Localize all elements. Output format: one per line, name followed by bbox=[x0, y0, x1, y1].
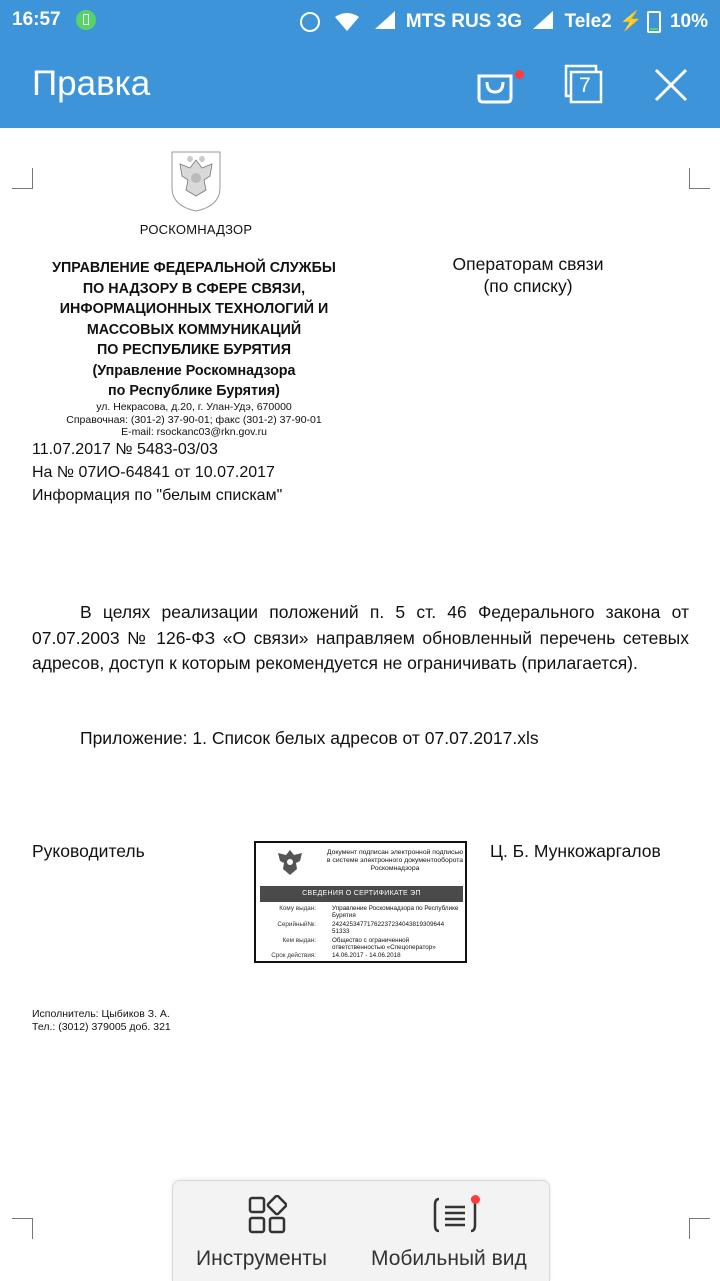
battery-icon bbox=[647, 11, 661, 33]
address-line: E-mail: rsockanc03@rkn.gov.ru bbox=[121, 426, 267, 438]
stamp-value: Управление Роскомнадзора по Республике Бурятия bbox=[332, 905, 459, 920]
executor-line: Исполнитель: Цыбиков З. А. bbox=[32, 1008, 170, 1020]
pages-count: 7 bbox=[579, 74, 591, 97]
alarm-icon bbox=[300, 12, 320, 32]
document-meta bbox=[32, 438, 282, 507]
org-line: (Управление Роскомнадзора bbox=[92, 362, 296, 379]
signer-role: Руководитель bbox=[32, 841, 145, 861]
stamp-value: 24242534771762237234043819309644 51333 bbox=[332, 921, 445, 936]
coat-of-arms-icon bbox=[274, 847, 306, 879]
close-button[interactable] bbox=[648, 62, 694, 108]
mobile-view-button[interactable] bbox=[361, 1181, 549, 1281]
address-block bbox=[40, 401, 348, 439]
org-line: МАССОВЫХ КОММУНИКАЦИЙ bbox=[86, 321, 302, 338]
org-line: ПО НАДЗОРУ В СФЕРЕ СВЯЗИ, bbox=[82, 280, 306, 297]
charging-icon: ⚡ bbox=[619, 11, 643, 32]
carrier-1: MTS RUS 3G bbox=[405, 11, 522, 32]
app-bar bbox=[0, 40, 720, 128]
body-paragraph bbox=[32, 600, 689, 677]
executor-line: Тел.: (3012) 379005 доб. 321 bbox=[32, 1021, 171, 1033]
stamp-key: Серийный№: bbox=[277, 921, 316, 928]
status-right bbox=[294, 9, 708, 33]
stamp-key: Кем выдан: bbox=[282, 937, 316, 944]
tools-grid-icon bbox=[247, 1195, 287, 1235]
organization-block bbox=[40, 258, 348, 402]
document-page[interactable] bbox=[0, 128, 720, 1280]
stamp-key: Срок действия: bbox=[271, 952, 316, 959]
bottom-toolbar bbox=[172, 1180, 550, 1281]
status-bar bbox=[0, 0, 720, 40]
tools-button[interactable] bbox=[173, 1181, 361, 1281]
org-line: ИНФОРМАЦИОННЫХ ТЕХНОЛОГИЙ И bbox=[59, 301, 329, 317]
pages-button[interactable] bbox=[560, 62, 606, 108]
shopping-bag-icon bbox=[474, 62, 520, 108]
stamp-header: Документ подписан электронной подписью в системе электронного документооборота Роскомнадзора bbox=[326, 849, 464, 872]
e-signature-stamp bbox=[254, 841, 467, 963]
clock: 16:57 bbox=[12, 9, 61, 30]
page-title: Правка bbox=[32, 64, 151, 103]
org-line: УПРАВЛЕНИЕ ФЕДЕРАЛЬНОЙ СЛУЖБЫ bbox=[52, 260, 336, 276]
stamp-key: Кому выдан: bbox=[279, 905, 316, 912]
notification-dot bbox=[515, 70, 524, 79]
signer-name: Ц. Б. Мункожаргалов bbox=[490, 841, 661, 861]
signal-icon bbox=[533, 11, 553, 29]
wifi-icon bbox=[335, 13, 359, 31]
crop-mark bbox=[12, 1218, 33, 1239]
executor-info bbox=[32, 1008, 171, 1034]
recipient-line: (по списку) bbox=[483, 276, 573, 296]
crop-mark bbox=[689, 168, 710, 189]
notification-dot bbox=[471, 1195, 480, 1204]
address-line: Справочная: (301-2) 37-90-01; факс (301-2) 37-90-01 bbox=[66, 413, 322, 426]
body-text: В целях реализации положений п. 5 ст. 46 Федерального закона от 07.07.2003 № 126-ФЗ «О связи» направляем обновленный перечень сетевых адресов, доступ к которым рекомендуется не ограничивать (прилагается). bbox=[32, 602, 689, 673]
org-line: ПО РЕСПУБЛИКЕ БУРЯТИЯ bbox=[97, 342, 291, 358]
attachment-line: Приложение: 1. Список белых адресов от 07.07.2017.xls bbox=[80, 728, 539, 748]
address-line: ул. Некрасова, д.20, г. Улан-Удэ, 670000 bbox=[96, 401, 292, 413]
stamp-value: Общество с ограниченной ответственностью «Спецоператор» bbox=[332, 937, 436, 952]
tools-label: Инструменты bbox=[196, 1247, 327, 1270]
recipient-line: Операторам связи bbox=[452, 254, 604, 274]
meta-line: Информация по "белым спискам" bbox=[32, 487, 283, 504]
crop-mark bbox=[689, 1218, 710, 1239]
agency-name: РОСКОМНАДЗОР bbox=[139, 222, 253, 237]
battery-saver-icon bbox=[76, 10, 96, 30]
meta-line: 11.07.2017 № 5483-03/03 bbox=[32, 441, 218, 458]
carrier-2: Tele2 bbox=[564, 11, 612, 32]
mobile-view-label: Мобильный вид bbox=[371, 1247, 527, 1270]
coat-of-arms-icon bbox=[168, 150, 224, 212]
shopping-bag-button[interactable] bbox=[474, 62, 520, 108]
close-icon bbox=[648, 62, 694, 108]
stamp-title: СВЕДЕНИЯ О СЕРТИФИКАТЕ ЭП bbox=[260, 886, 463, 902]
battery-level: 10% bbox=[669, 11, 708, 32]
meta-line: На № 07ИО-64841 от 10.07.2017 bbox=[32, 464, 275, 481]
crop-mark bbox=[12, 168, 33, 189]
recipient-block bbox=[412, 253, 644, 297]
stamp-value: 14.06.2017 - 14.06.2018 bbox=[332, 952, 401, 959]
org-line: по Республике Бурятия) bbox=[108, 383, 280, 399]
signal-icon bbox=[375, 11, 395, 29]
